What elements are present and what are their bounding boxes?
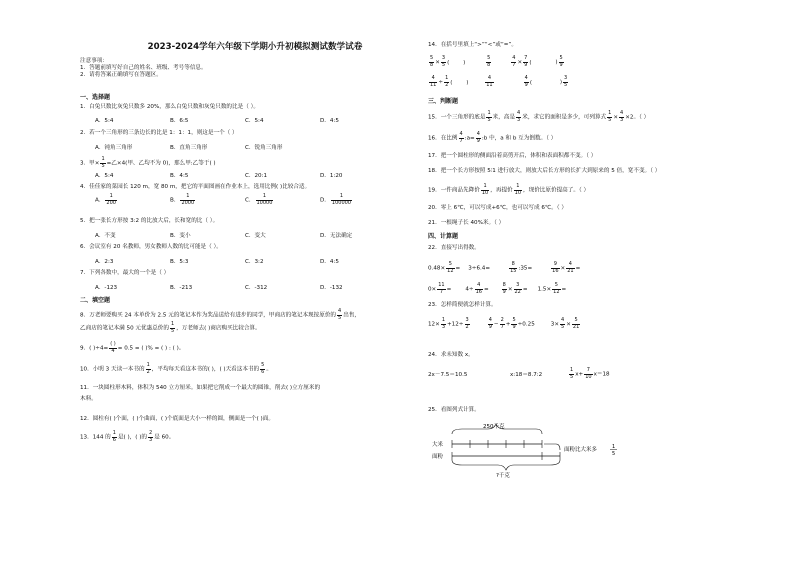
flour-label: 面粉	[432, 454, 444, 460]
q25-diagram	[428, 420, 668, 480]
q1-stem: 1．白兔只数比灰兔只数多 20%，那么白兔只数和灰兔只数的比是（ ）。	[80, 104, 259, 110]
q9: 9．( )÷4= $\frac{( )}{4}$ = 0.5 = ( )% = ( ) : ( )。	[80, 341, 185, 354]
q7-stem: 7．下列各数中，最大的一个是（ ）	[80, 270, 170, 276]
q22-stem: 22．直接写出得数。	[428, 245, 480, 251]
q23-exprs: 12× $\frac{1}{3}$ +12÷ $\frac{3}{2}$ $\frac{4}{9}$ − $\frac{2}{7}$ + $\frac{5}{9}$ ÷0.25 3× $\frac{4}{5}$ × $\frac{5}{21}$	[428, 317, 580, 330]
q17: 17．把一个圆柱形的侧面沿着高剪开后，体积和表面积都不变。（ ）	[428, 153, 597, 159]
q6-stem: 6．会议室有 20 名教师，男女教师人数的比可能是（ ）。	[80, 244, 222, 250]
bottom-label: ?千克	[496, 473, 510, 479]
q21: 21．一根绳子长 40%米。（ ）	[428, 220, 505, 226]
q3-stem: 3．甲× $\frac{1}{5}$ =乙×4(甲、乙均不为 0)，那么甲:乙等于( )	[80, 156, 216, 169]
q7-option: A．-123	[95, 285, 118, 291]
q19: 19．一件商品先降价 $\frac{1}{10}$ ，再提价 $\frac{1}{10}$ ，现价比原价提高了。（ ）	[428, 183, 590, 196]
rice-label: 大米	[432, 442, 444, 448]
q4-option: A． $\frac{1}{200}$	[95, 193, 116, 206]
q15: 15．一个三角形的底是 $\frac{1}{5}$ 米，高是 $\frac{4}{3}$ 米，求它的面积是多少，可列算式 $\frac{1}{5}$ × $\frac{4}{3}$ ×2。（ ）	[428, 110, 650, 123]
q4-option: D． $\frac{1}{100000}$	[320, 193, 351, 206]
q24-eq3: $\frac{1}{5}$ x+ $\frac{7}{10}$ x＝18	[570, 367, 610, 380]
q23-stem: 23．怎样简便就怎样计算。	[428, 302, 497, 308]
q3-option: B．4:5	[170, 173, 189, 179]
q5-option: C．变大	[245, 233, 266, 239]
q8-line1: 8．万老师要购买 24 本单价为 2.5 元的笔记本作为奖品送给有进步的同学，甲商店的笔记本现按原价的 $\frac{4}{5}$ 出售，	[80, 308, 361, 321]
q6-option: B．5:3	[170, 259, 189, 265]
section-judge: 三、判断题	[428, 98, 459, 105]
section-fill: 二、填空题	[80, 297, 111, 304]
q13: 13．144 的 $\frac{1}{6}$ 是( )，( )的 $\frac{2}{3}$ 是 60。	[80, 430, 175, 443]
q11-line1: 11．一块圆柱形木料，体积为 540 立方厘米。如果把它削成一个最大的圆锥，削去( )立方厘米的	[80, 385, 321, 391]
q2-option: A．钝角三角形	[95, 145, 133, 151]
q10: 10．小明 3 天读一本书的 $\frac{1}{2}$ ，平均每天看这本书的( )，( )天看这本书的 $\frac{5}{6}$ 。	[80, 362, 272, 375]
q3-option: D．1:20	[320, 173, 343, 179]
q12: 12．圆柱有( )个面，( )个曲面，( )个底面是大小一样的圆，侧面是一个( )面。	[80, 416, 274, 422]
q5-option: B．变小	[170, 233, 191, 239]
q1-option: D．4:5	[320, 118, 339, 124]
q7-option: B．-213	[170, 285, 193, 291]
fraction: $\frac{1}{5}$	[101, 156, 105, 169]
q14-row1: $\frac{5}{8}$ × $\frac{3}{5}$ ( ) $\frac{5}{8}$ $\frac{4}{7}$ × $\frac{7}{9}$ ( ) $\frac{5}{9}$	[430, 55, 563, 68]
q7-option: D．-132	[320, 285, 343, 291]
q24-stem: 24．求未知数 x。	[428, 352, 474, 358]
q2-option: C．锐角三角形	[245, 145, 283, 151]
q6-option: D．4:5	[320, 259, 339, 265]
q20: 20．零上 6℃，可以写成+6℃，也可以写成 6℃。（ ）	[428, 205, 567, 211]
q8-line2: 乙商店的笔记本满 50 元优惠总价的 $\frac{1}{5}$ ，万老师去( )商店购买比较合算。	[80, 321, 261, 334]
page-title: 2023-2024学年六年级下学期小升初模拟测试数学试卷	[147, 42, 363, 52]
q3-option: A．5:4	[95, 173, 114, 179]
note-item: 1．答题前填写好自己的姓名、班级、考号等信息。	[80, 65, 207, 71]
bottom-brace	[452, 460, 560, 470]
top-label: 250千克	[483, 424, 505, 430]
q1-option: C．5:4	[245, 118, 264, 124]
q1-option: A．5:4	[95, 118, 114, 124]
q5-option: D．无法确定	[320, 233, 353, 239]
q25-stem: 25．看图列式计算。	[428, 407, 480, 413]
q6-option: A．2:3	[95, 259, 114, 265]
q18: 18．把一个长方形按照 5∶1 进行放大，则放大后长方形的长扩大到原来的 5 倍，宽不变。（ ）	[428, 168, 661, 174]
q24-eq1: 2x－7.5＝10.5	[428, 372, 468, 378]
q4-option: B． $\frac{1}{2000}$	[170, 193, 195, 206]
q22-row1: 0.48× $\frac{5}{12}$ = 3÷6.4= $\frac{8}{15}$ :35= $\frac{9}{16}$ × $\frac{4}{21}$ =	[428, 261, 581, 274]
q2-stem: 2．若一个三角形的三条边长的比是 1：1：1，则这是一个（ ）	[80, 130, 238, 136]
q2-option: B．直角三角形	[170, 145, 208, 151]
q11-line2: 木料。	[80, 396, 97, 402]
q14-stem: 14．在括号里填上“>”“<”或“=”。	[428, 42, 517, 48]
section-choice: 一、选择题	[80, 94, 111, 101]
section-calc: 四、计算题	[428, 233, 459, 240]
q5-stem: 5．把一张长方形按 3:2 的比放大后，长和宽的比（ ）。	[80, 218, 219, 224]
q5-option: A．不变	[95, 233, 116, 239]
q3-option: C．20:1	[245, 173, 268, 179]
note-label: 面粉比大米多	[564, 447, 598, 453]
svg-text:1: 1	[612, 444, 616, 450]
q22-row2: 0× $\frac{11}{7}$ = 4÷ $\frac{4}{16}$ = $\frac{8}{9}$ × $\frac{3}{22}$ = 1.5× $\frac{5}{12}$ =	[428, 282, 567, 295]
q4-option: C． $\frac{1}{10000}$	[245, 193, 273, 206]
note-item: 2．请将答案正确填写在答题区。	[80, 72, 162, 78]
q1-option: B．6:5	[170, 118, 189, 124]
q7-option: C．-312	[245, 285, 268, 291]
q24-eq2: x:18＝8.7:2	[510, 372, 543, 378]
q4-stem: 4．佳佳家的菜园长 120 m，宽 80 m，把它的平面图画在作业本上，选用比例( )比较合适。	[80, 184, 311, 190]
svg-text:5: 5	[612, 451, 616, 457]
q16: 16．在比例 $\frac{4}{7}$ :a= $\frac{4}{9}$ :b 中，a 和 b 互为倒数。（ ）	[428, 131, 557, 144]
notes-heading: 注意事项：	[80, 58, 108, 64]
q6-option: C．3:2	[245, 259, 264, 265]
q14-row2: $\frac{4}{11}$ ÷ $\frac{1}{2}$ ( ) $\frac{4}{11}$ $\frac{4}{9}$ ( ) $\frac{3}{5}$	[430, 75, 568, 88]
